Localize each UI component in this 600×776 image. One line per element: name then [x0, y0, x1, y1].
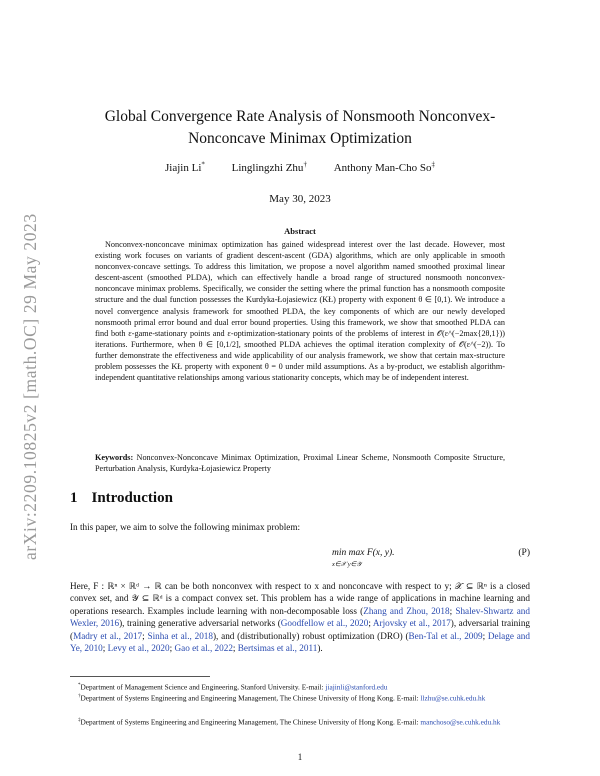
footnote-text: Department of Systems Engineering and Engineering Management, The Chinese University of Hong Kong. E-mail:	[80, 693, 421, 703]
footnote-3	[70, 716, 530, 727]
para-sep: ;	[142, 630, 148, 641]
para-sep: ;	[368, 618, 373, 629]
author-3-name: Anthony Man-Cho So	[333, 161, 432, 174]
para-sep: ;	[232, 643, 238, 654]
paper-title: Global Convergence Rate Analysis of Nonsmooth Nonconvex-Nonconcave Minimax Optimization	[104, 108, 496, 147]
para-sep: ;	[169, 643, 175, 654]
email-link[interactable]: jiajinli@stanford.edu	[325, 682, 388, 692]
footnote-mark: ‡	[78, 718, 81, 723]
citation-link[interactable]: Goodfellow et al., 2020	[280, 618, 369, 629]
section-number: 1	[70, 490, 78, 506]
footnote-1	[70, 681, 530, 692]
footnote-rule	[70, 676, 210, 677]
author-2-mark: †	[303, 160, 307, 168]
citation-link[interactable]: Madry et al., 2017	[73, 630, 143, 641]
author-3-mark: ‡	[431, 160, 435, 168]
para-sep: ;	[102, 643, 108, 654]
footnote-text: Department of Management Science and Engineering, Stanford University. E-mail:	[80, 682, 326, 692]
intro-paragraph	[70, 580, 530, 654]
equation-expression: min max F(x, y).	[332, 548, 395, 558]
intro-sentence: In this paper, we aim to solve the following minimax problem:	[70, 522, 301, 532]
author-2-name: Linglingzhi Zhu	[231, 161, 304, 174]
email-link[interactable]: llzhu@se.cuhk.edu.hk	[420, 693, 486, 703]
keywords	[95, 452, 505, 474]
para-text: ).	[317, 643, 323, 654]
citation-link[interactable]: Shalev-Shwartz and Wexler, 2016	[70, 605, 530, 629]
footnote-text: Department of Systems Engineering and Engineering Management, The Chinese University of Hong Kong. E-mail:	[80, 717, 421, 727]
abstract-text: Nonconvex-nonconcave minimax optimization has gained widespread interest over the last decade. However, most existing work focuses on variants of gradient descent-ascent (GDA) algorithms, which are only applicable in smooth nonconvex-concave settings. To address this limitation, we propose a novel algorithm named smoothed proximal linear descent-ascent (smoothed PLDA), which can effectively handle a broad range of structured nonsmooth nonconvex-nonconcave minimax problems. Specifically, we consider the setting where the primal function has a nonsmooth composite structure and the dual function possesses the Kurdyka-Łojasiewicz (KŁ) property with exponent θ ∈ [0,1). We introduce a novel convergence analysis framework for smoothed PLDA, the key components of which are our newly developed nonsmooth primal error bound and dual error bound properties. Using this framework, we show that smoothed PLDA can find both ε-game-stationary points and ε-optimization-stationary points of the problems of interest in 𝒪(ε^(−2max{2θ,1})) iterations. Furthermore, when θ ∈ [0,1/2], smoothed PLDA achieves the optimal iteration complexity of 𝒪(ε^(−2)). To further demonstrate the effectiveness and wide applicability of our analysis framework, we show that certain max-structure problem possesses the KŁ property with exponent θ = 0 under mild assumptions. As a by-product, we establish algorithm-independent quantitative relationships among various stationarity concepts, which may be of independent interest.	[95, 240, 505, 383]
paper-date: May 30, 2023	[269, 193, 331, 205]
author-2	[232, 162, 307, 174]
abstract-heading: Abstract	[284, 226, 316, 236]
citation-link[interactable]: Zhang and Zhou, 2018	[363, 605, 450, 616]
equation-p	[70, 548, 530, 576]
citation-link[interactable]: Gao et al., 2022	[174, 643, 233, 654]
para-sep: ;	[449, 605, 456, 616]
para-text: ), and (distributionally) robust optimization (DRO) (	[212, 630, 409, 641]
citation-link[interactable]: Ben-Tal et al., 2009	[408, 630, 483, 641]
page-number: 1	[297, 752, 303, 762]
para-text: ), training generative adversarial networks (	[119, 618, 281, 629]
para-text: Here, F : ℝⁿ × ℝᵈ → ℝ can be both nonconvex with respect to x and nonconcave with respect to y; 𝒳 ⊆ ℝⁿ is a closed convex set, and 𝒴 ⊆ ℝᵈ is a compact convex set. This problem has a wide range of applications in machine learning and operations research. Examples include learning with non-decomposable loss (	[70, 581, 530, 616]
equation-label: (P)	[518, 548, 530, 558]
author-1-name: Jiajin Li	[165, 161, 202, 174]
para-text: ), adversarial training (	[70, 618, 531, 641]
citation-link[interactable]: Levy et al., 2020	[107, 643, 170, 654]
citation-link[interactable]: Arjovsky et al., 2017	[372, 618, 451, 629]
citation-link[interactable]: Delage and Ye, 2010	[70, 630, 530, 654]
keywords-label: Keywords:	[95, 453, 134, 462]
citation-link[interactable]: Sinha et al., 2018	[147, 630, 213, 641]
author-list	[70, 160, 530, 174]
footnote-mark: *	[78, 683, 81, 688]
keywords-text: Nonconvex-Nonconcave Minimax Optimization, Proximal Linear Scheme, Nonsmooth Composite Structure, Perturbation Analysis, Kurdyka-Łojasiewicz Property	[95, 453, 505, 474]
footnote-mark: †	[78, 694, 81, 699]
arxiv-stamp: arXiv:2209.10825v2 [math.OC] 29 May 2023	[20, 213, 40, 560]
author-1	[165, 162, 205, 174]
citation-link[interactable]: Bertsimas et al., 2011	[237, 643, 318, 654]
para-sep: ;	[482, 630, 488, 641]
section-title: Introduction	[91, 490, 173, 506]
author-1-mark: *	[201, 160, 205, 168]
section-heading	[70, 490, 173, 507]
email-link[interactable]: manchoso@se.cuhk.edu.hk	[420, 717, 501, 727]
author-3	[334, 162, 435, 174]
equation-subscript: x∈𝒳 y∈𝒴	[332, 561, 362, 568]
footnote-2	[70, 692, 530, 703]
